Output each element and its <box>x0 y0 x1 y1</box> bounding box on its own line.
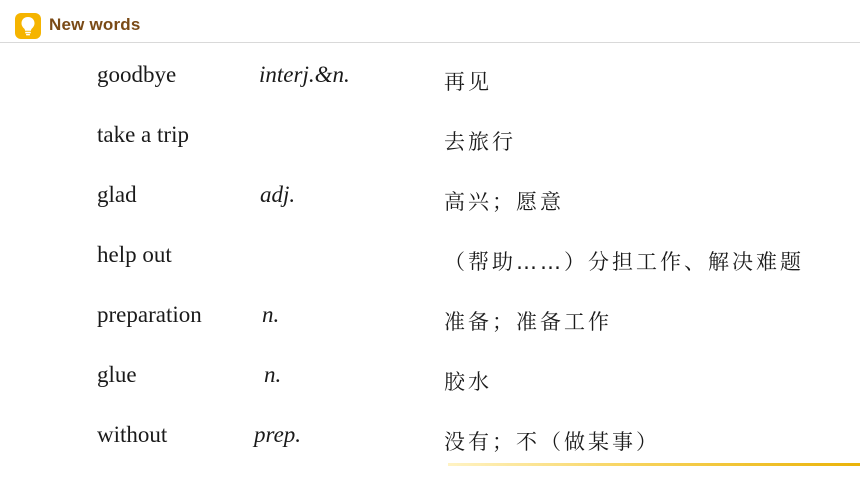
vocab-word: goodbye <box>97 62 177 87</box>
vocab-word: glue <box>97 362 137 387</box>
vocab-part-of-speech: adj. <box>260 182 296 207</box>
vocab-row-glue <box>0 362 860 402</box>
vocab-part-of-speech: interj.&n. <box>259 62 350 87</box>
vocab-row-without <box>0 422 860 462</box>
vocab-meaning: 没有；不（做某事） <box>444 430 660 454</box>
vocab-word: without <box>97 422 168 447</box>
decorative-underline <box>448 463 860 466</box>
vocab-part-of-speech: prep. <box>254 422 302 447</box>
vocab-meaning: 去旅行 <box>444 130 516 154</box>
vocab-row-help-out <box>0 242 860 282</box>
vocab-part-of-speech: n. <box>262 302 280 327</box>
vocab-meaning: 高兴；愿意 <box>444 190 564 214</box>
vocab-row-preparation <box>0 302 860 342</box>
vocab-word: glad <box>97 182 137 207</box>
vocab-word: preparation <box>97 302 202 327</box>
vocab-word: take a trip <box>97 122 189 147</box>
vocab-part-of-speech: n. <box>264 362 282 387</box>
vocab-meaning: （帮助……）分担工作、解决难题 <box>444 250 804 274</box>
vocab-meaning: 再见 <box>444 70 492 94</box>
vocab-row-glad <box>0 182 860 222</box>
vocab-row-take-a-trip <box>0 122 860 162</box>
vocab-meaning: 准备；准备工作 <box>444 310 612 334</box>
vocab-row-goodbye <box>0 62 860 102</box>
section-title: New words <box>49 15 141 34</box>
vocab-meaning: 胶水 <box>444 370 492 394</box>
vocab-word: help out <box>97 242 172 267</box>
